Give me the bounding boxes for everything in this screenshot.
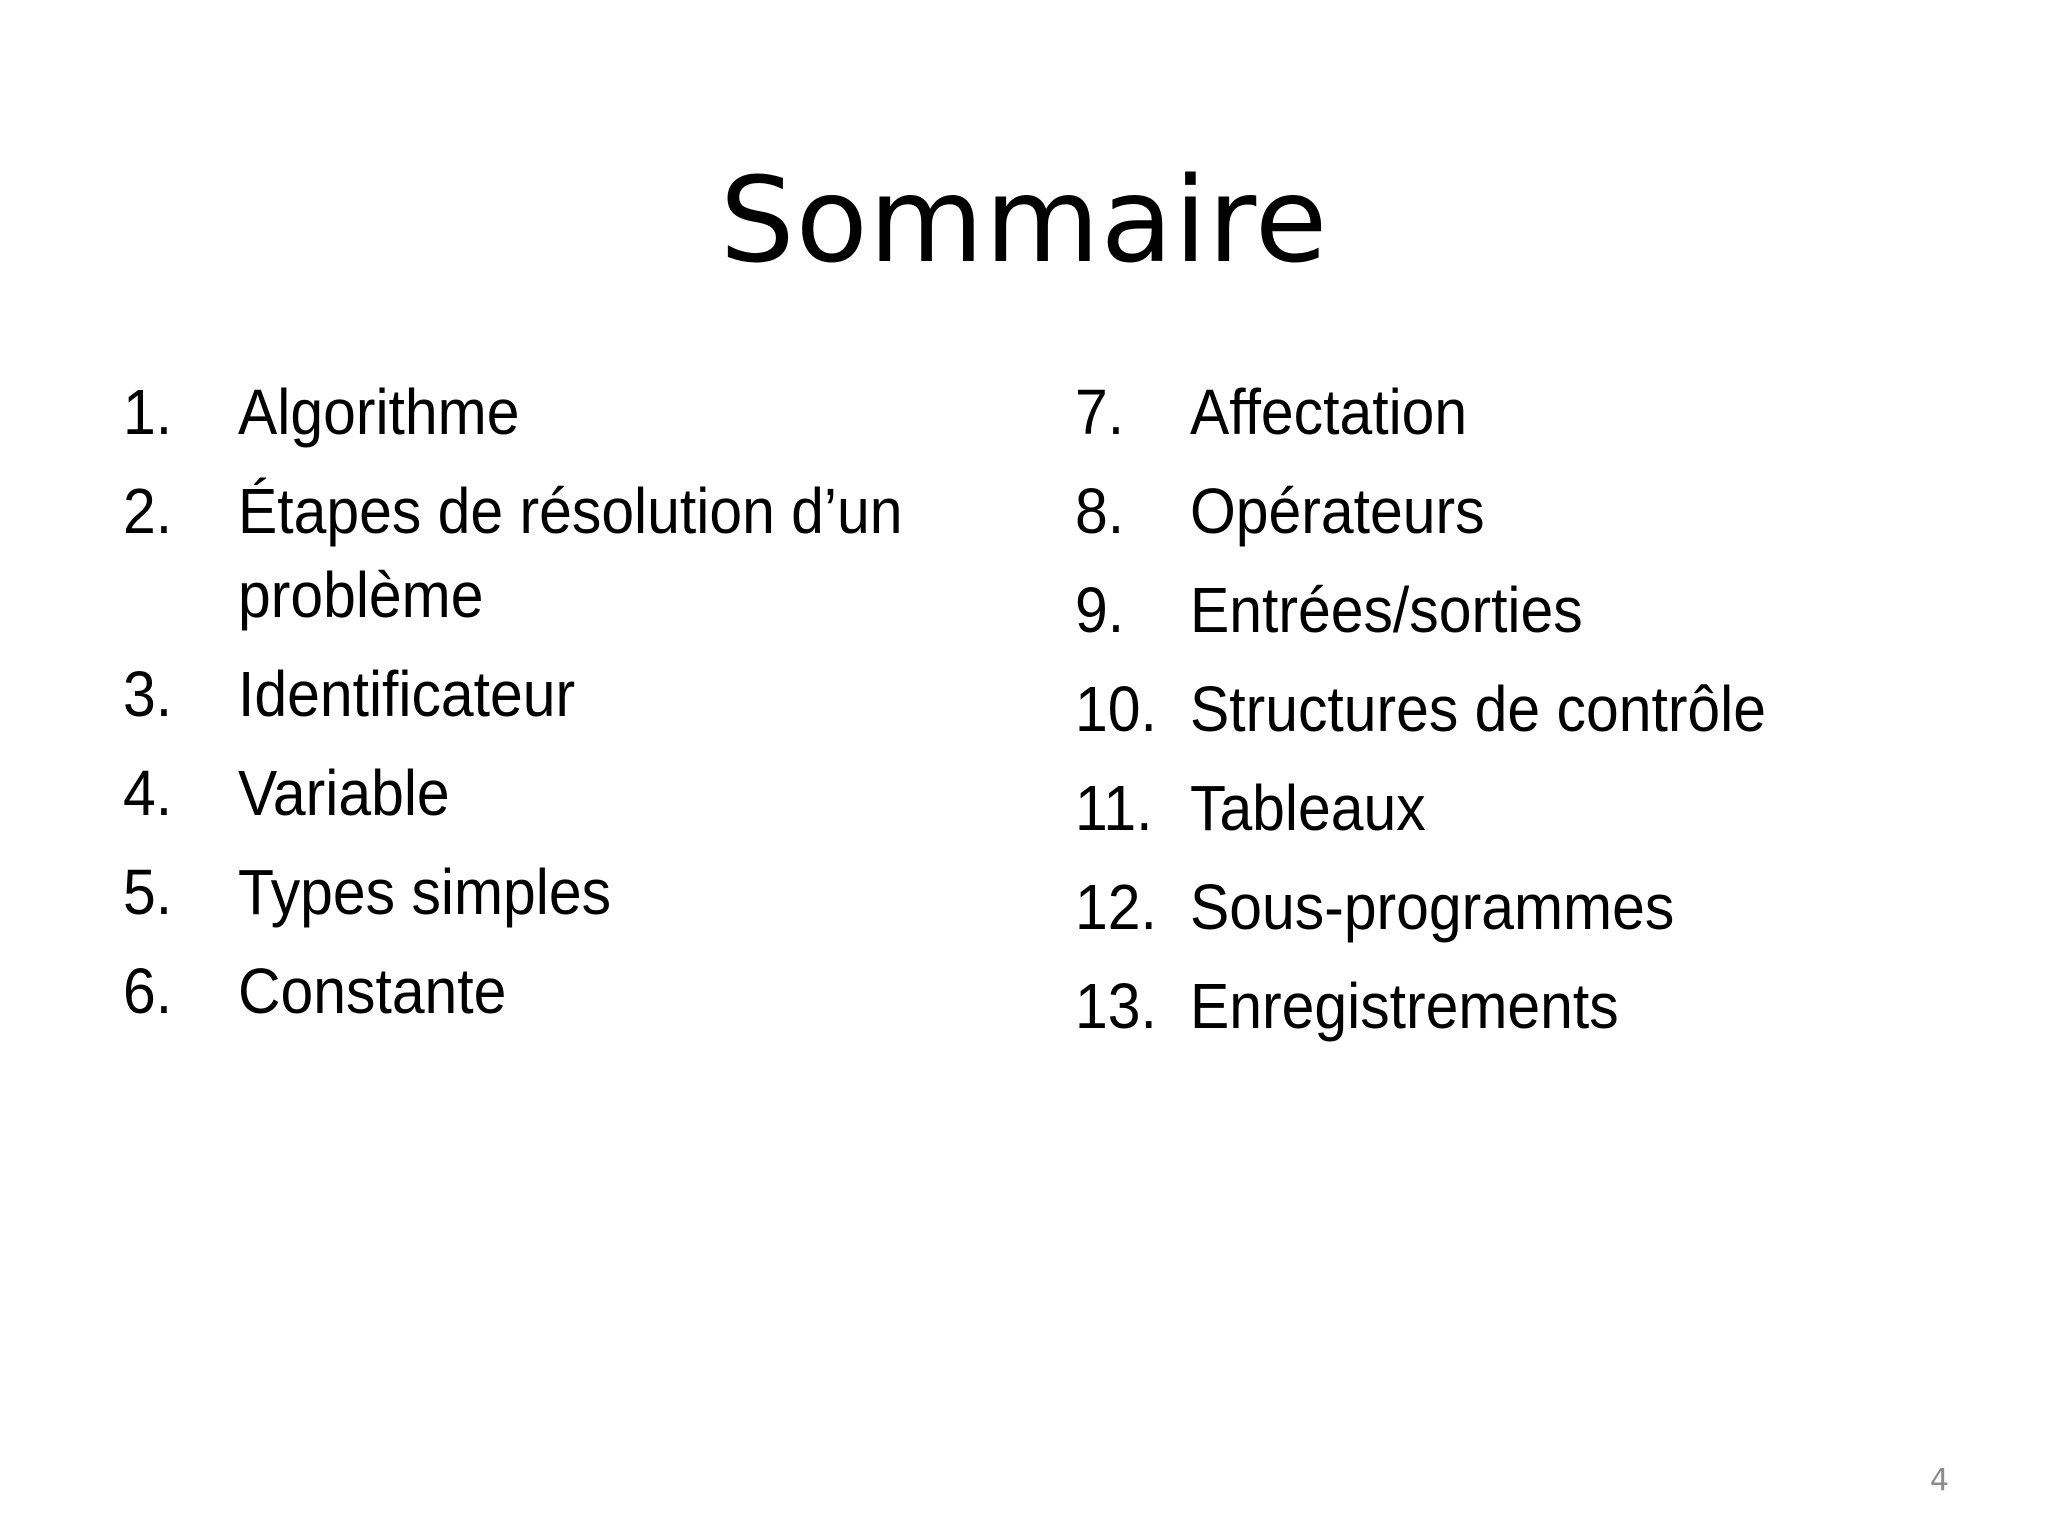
toc-item: [1075, 865, 1903, 949]
toc-item: [1075, 469, 1903, 553]
toc-item-label: Entrées/sorties: [1190, 574, 1583, 646]
toc-item-label: Algorithme: [238, 376, 520, 448]
slide-title: Sommaire: [719, 151, 1329, 289]
toc-item-label: Sous-programmes: [1190, 871, 1675, 943]
toc-item-number: 10.: [1075, 673, 1157, 745]
page-number: 4: [1929, 1463, 1949, 1498]
toc-item-number: 3.: [123, 658, 173, 730]
toc-item: [123, 949, 951, 1033]
toc-item-number: 13.: [1075, 970, 1157, 1042]
toc-right-column: [1075, 370, 1975, 1063]
toc-item: [1075, 667, 1903, 751]
toc-item-number: 4.: [123, 757, 173, 829]
toc-item-number: 5.: [123, 856, 173, 928]
toc-item: [123, 469, 951, 637]
toc-item-number: 12.: [1075, 871, 1157, 943]
toc-item-label: Affectation: [1190, 376, 1468, 448]
toc-item: [123, 850, 951, 934]
toc-item: [123, 652, 951, 736]
toc-item-number: 8.: [1075, 475, 1125, 547]
toc-item: [1075, 964, 1903, 1048]
toc-item: [1075, 766, 1903, 850]
toc-item-label: Structures de contrôle: [1190, 673, 1767, 745]
toc-item: [123, 751, 951, 835]
toc-item: [1075, 568, 1903, 652]
toc-item-label: Tableaux: [1190, 772, 1426, 844]
toc-item-number: 11.: [1075, 772, 1153, 844]
toc-item-label: Variable: [238, 757, 450, 829]
toc-item: [1075, 370, 1903, 454]
toc-item-number: 9.: [1075, 574, 1125, 646]
toc-left-column: [123, 370, 1023, 1048]
toc-item-label: Constante: [238, 955, 507, 1027]
toc-item: [123, 370, 951, 454]
toc-item-number: 2.: [123, 475, 173, 547]
toc-item-label: Identificateur: [238, 658, 576, 730]
toc-item-label: Enregistrements: [1190, 970, 1619, 1042]
toc-item-number: 1.: [123, 376, 173, 448]
toc-item-label: Opérateurs: [1190, 475, 1485, 547]
toc-item-label: Étapes de résolution d’un problème: [238, 475, 903, 631]
toc-item-label: Types simples: [238, 856, 612, 928]
toc-item-number: 7.: [1075, 376, 1125, 448]
toc-item-number: 6.: [123, 955, 173, 1027]
